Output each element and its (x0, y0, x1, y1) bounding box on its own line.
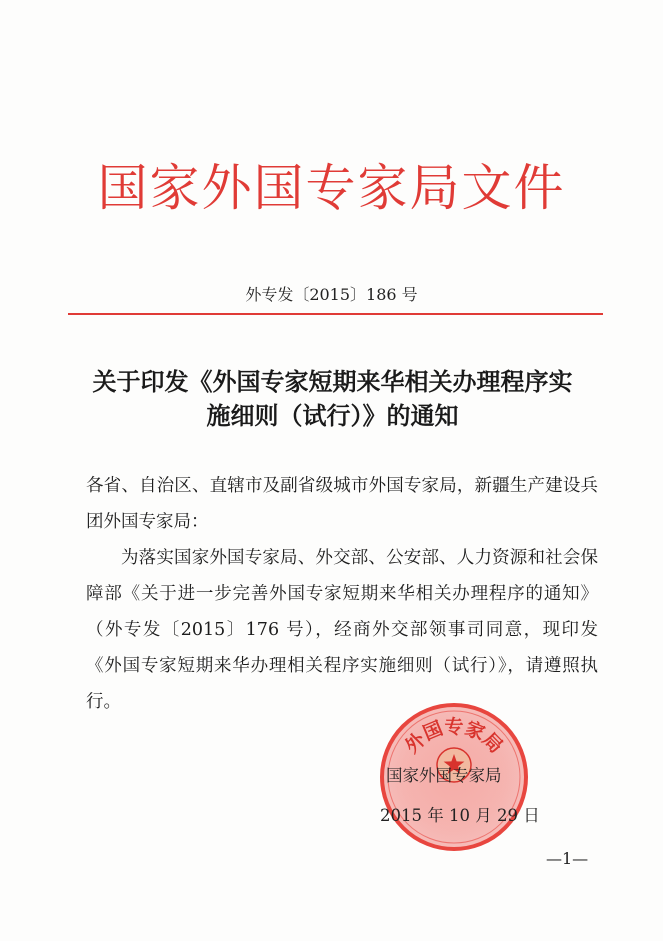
seal-text: 外国专家局 (400, 716, 508, 758)
addressee-paragraph: 各省、自治区、直辖市及副省级城市外国专家局，新疆生产建设兵团外国专家局： (86, 476, 598, 532)
notice-title-line-1: 关于印发《外国专家短期来华相关办理程序实 (92, 367, 573, 396)
signature-block (380, 756, 566, 836)
notice-title (60, 365, 605, 433)
document-header-title: 国家外国专家局文件 (97, 159, 566, 217)
document-number: 外专发〔2015〕186 号 (245, 285, 418, 304)
main-paragraph: 为落实国家外国专家局、外交部、公安部、人力资源和社会保障部《关于进一步完善外国专家短期来华相关办理程序的通知》（外专发〔2015〕176 号），经商外交部领事司同意，现印发《外国专家短期来华办理相关程序实施细则（试行）》，请遵照执行。 (86, 548, 598, 712)
notice-body (86, 468, 598, 720)
header-red-rule (68, 313, 603, 315)
page-number: —1— (546, 849, 589, 868)
issue-date: 2015 年 10 月 29 日 (380, 806, 540, 825)
notice-title-line-2: 施细则（试行）》的通知 (206, 401, 459, 430)
issuer-name: 国家外国专家局 (386, 766, 502, 785)
